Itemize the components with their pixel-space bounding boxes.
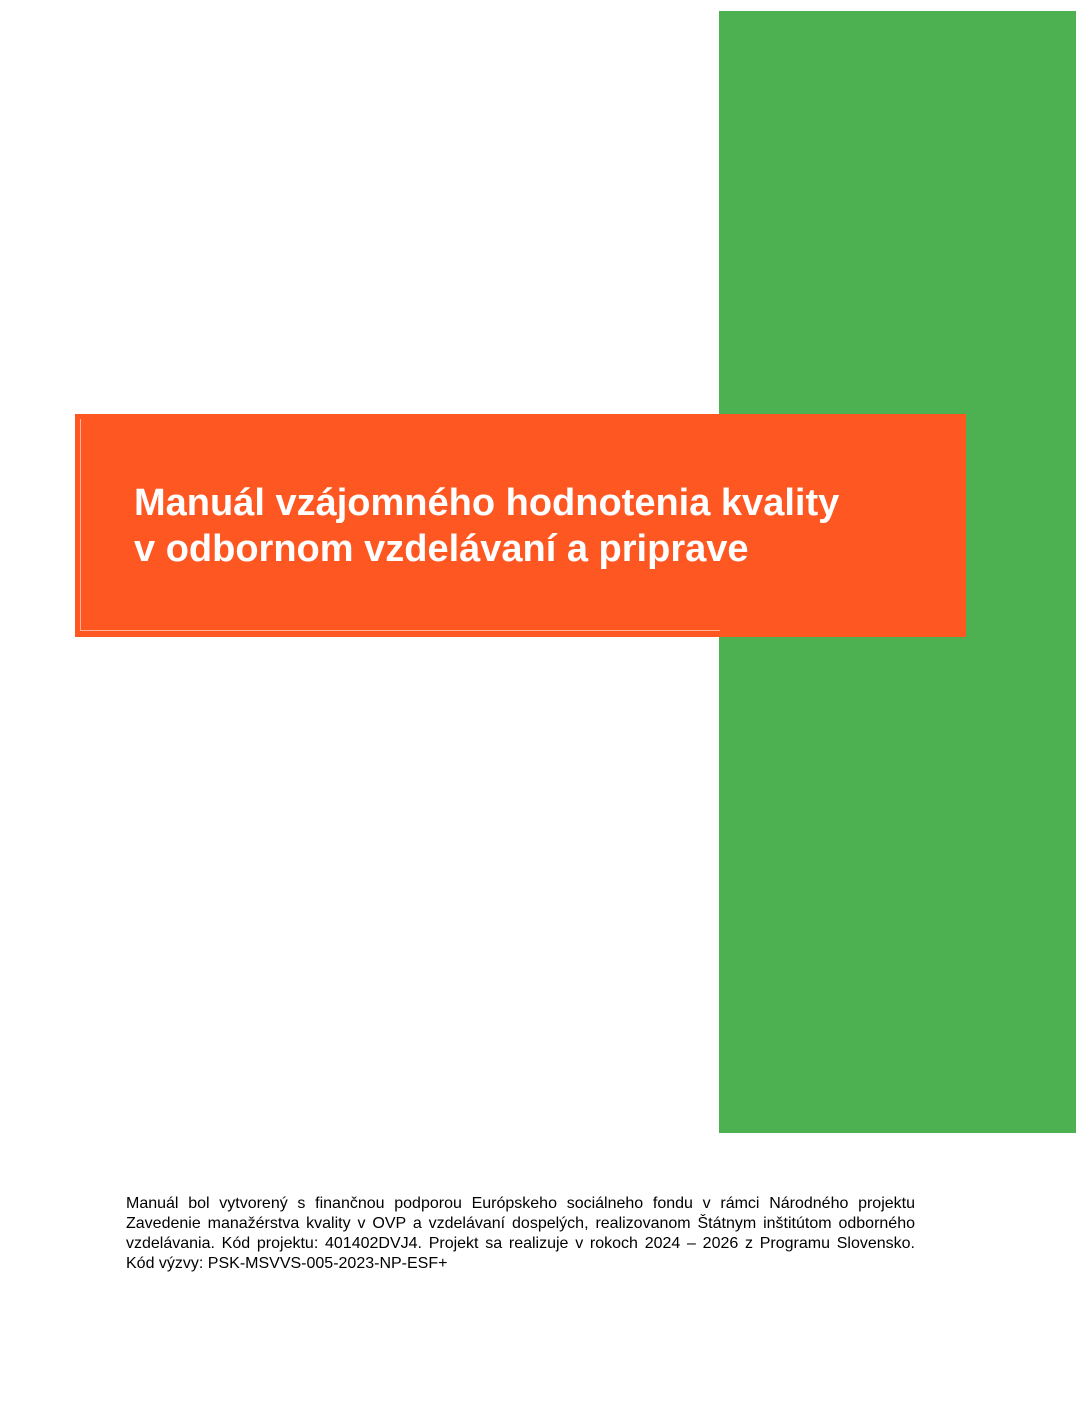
funding-statement: Manuál bol vytvorený s finančnou podporou Európskeho sociálneho fondu v rámci Národného projektu Zavedenie manažérstva kvality v OVP a vzdelávaní dospelých, realizovanom Štátnym inštitútom odborného vzdelávania. Kód projektu: 401402DVJ4. Projekt sa realizuje v rokoch 2024 – 2026 z Programu Slovensko. Kód výzvy: PSK-MSVVS-005-2023-NP-ESF+	[126, 1195, 915, 1272]
title-banner	[75, 414, 966, 637]
document-title-line-1: Manuál vzájomného hodnotenia kvality	[134, 482, 840, 524]
document-title-line-2: v odbornom vzdelávaní a priprave	[134, 528, 749, 570]
document-title	[134, 480, 954, 572]
